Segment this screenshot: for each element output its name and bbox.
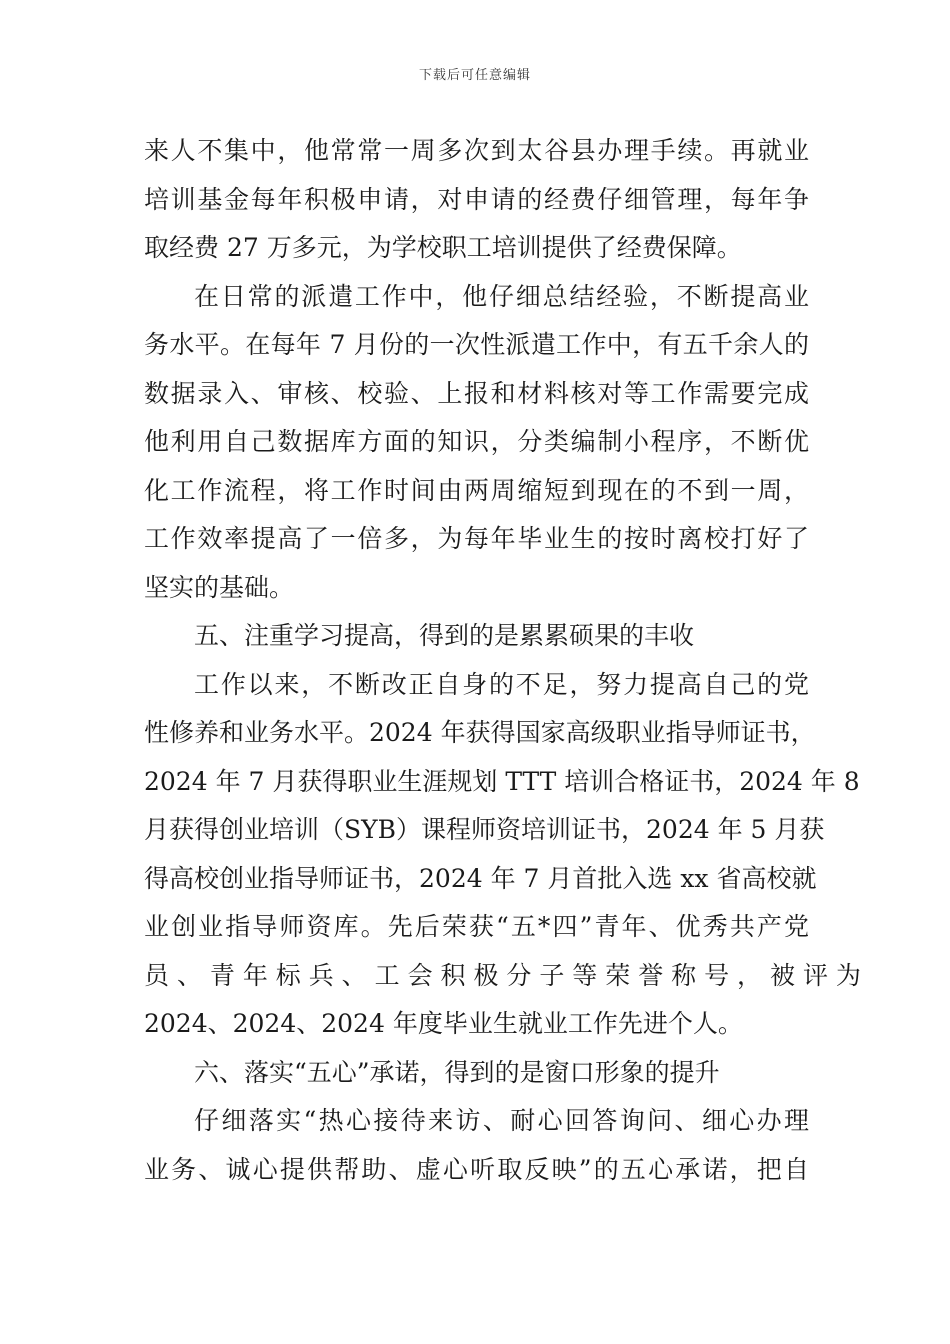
text-line: 工作以来，不断改正自身的不足，努力提高自己的党 bbox=[194, 669, 809, 699]
text-line: 他利用自己数据库方面的知识，分类编制小程序，不断优 bbox=[144, 427, 809, 456]
page-header-note: 下载后可任意编辑 bbox=[418, 68, 531, 83]
text-line: 业创业指导师资库。先后荣获“五*四”青年、优秀共产党 bbox=[144, 912, 809, 941]
document-body bbox=[144, 127, 861, 1194]
text-line: 2024、2024、2024 年度毕业生就业工作先进个人。 bbox=[144, 1009, 743, 1038]
text-line: 六、落实“五心”承诺，得到的是窗口形象的提升 bbox=[194, 1057, 720, 1087]
text-line: 五、注重学习提高，得到的是累累硕果的丰收 bbox=[194, 621, 695, 650]
text-line: 在日常的派遣工作中，他仔细总结经验，不断提高业 bbox=[194, 281, 809, 311]
text-line: 性修养和业务水平。2024 年获得国家高级职业指导师证书， bbox=[144, 718, 816, 747]
text-line: 来人不集中，他常常一周多次到太谷县办理手续。再就业 bbox=[144, 136, 809, 165]
text-line: 月获得创业培训（SYB）课程师资培训证书，2024 年 5 月获 bbox=[144, 815, 825, 844]
text-line: 培训基金每年积极申请，对申请的经费仔细管理，每年争 bbox=[144, 184, 809, 214]
text-line: 数据录入、审核、校验、上报和材料核对等工作需要完成 bbox=[144, 378, 809, 408]
text-line: 务水平。在每年 7 月份的一次性派遣工作中，有五千余人的 bbox=[144, 330, 809, 359]
text-line: 化工作流程，将工作时间由两周缩短到现在的不到一周， bbox=[144, 475, 809, 505]
text-line: 坚实的基础。 bbox=[144, 572, 295, 602]
text-line: 得高校创业指导师证书，2024 年 7 月首批入选 xx 省高校就 bbox=[144, 863, 817, 893]
text-line: 业务、诚心提供帮助、虚心听取反映”的五心承诺，把自 bbox=[144, 1154, 809, 1184]
text-line: 员 、 青 年 标 兵 、 工 会 积 极 分 子 等 荣 誉 称 号 ， 被 评 为 bbox=[144, 960, 861, 990]
text-line: 仔细落实“热心接待来访、耐心回答询问、细心办理 bbox=[194, 1106, 809, 1135]
text-line: 工作效率提高了一倍多，为每年毕业生的按时离校打好了 bbox=[144, 524, 809, 553]
text-line: 取经费 27 万多元，为学校职工培训提供了经费保障。 bbox=[144, 233, 742, 262]
text-line: 2024 年 7 月获得职业生涯规划 TTT 培训合格证书，2024 年 8 bbox=[144, 766, 860, 796]
